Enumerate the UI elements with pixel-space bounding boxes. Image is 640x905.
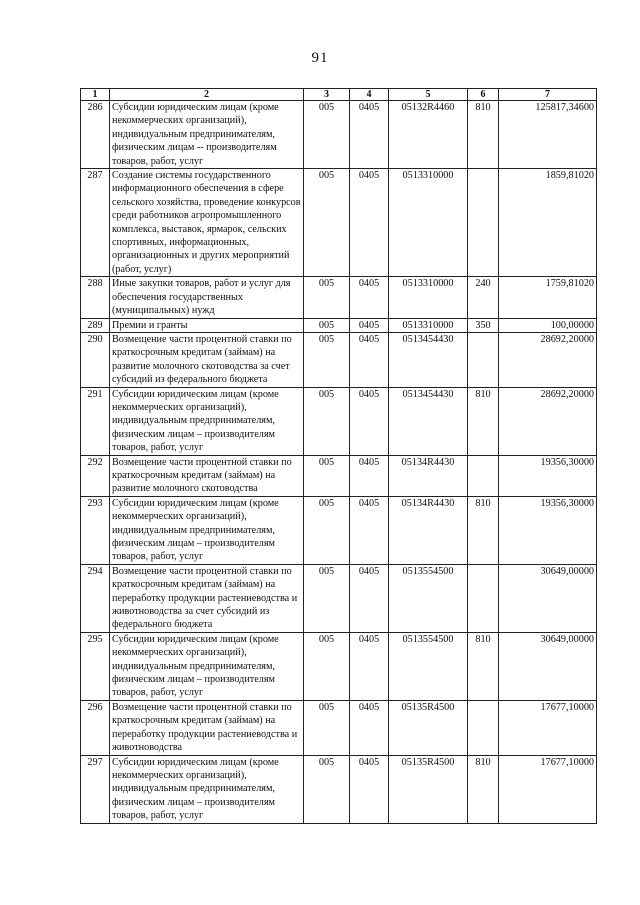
row-name: Субсидии юридическим лицам (кроме некоммерческих организаций), индивидуальным предпринимателям, физическим лицам – производителям товаров, работ, услуг (110, 755, 304, 823)
column-header: 6 (468, 89, 499, 101)
row-amount: 125817,34600 (499, 101, 597, 169)
row-code-4: 0405 (350, 332, 389, 387)
row-code-4: 0405 (350, 632, 389, 700)
row-code-3: 005 (304, 169, 350, 277)
row-amount: 17677,10000 (499, 755, 597, 823)
row-amount: 19356,30000 (499, 455, 597, 496)
column-header: 3 (304, 89, 350, 101)
row-code-3: 005 (304, 277, 350, 318)
row-amount: 28692,20000 (499, 332, 597, 387)
row-code-6 (468, 564, 499, 632)
row-code-3: 005 (304, 332, 350, 387)
row-number: 296 (81, 700, 110, 755)
row-code-3: 005 (304, 455, 350, 496)
row-code-5: 05134R4430 (389, 455, 468, 496)
row-name: Создание системы государственного информационного обеспечения в сфере сельского хозяйства, проведение конкурсов среди работников агропромышленного комплекса, выставок, ярмарок, сельских спортивных, информационных, организационных и других мероприятий (работ, услуг) (110, 169, 304, 277)
row-code-5: 05135R4500 (389, 700, 468, 755)
row-code-5: 0513310000 (389, 169, 468, 277)
row-code-6: 240 (468, 277, 499, 318)
row-code-4: 0405 (350, 277, 389, 318)
row-code-4: 0405 (350, 387, 389, 455)
row-number: 291 (81, 387, 110, 455)
row-number: 286 (81, 101, 110, 169)
column-header: 4 (350, 89, 389, 101)
table-row (81, 318, 597, 332)
row-code-4: 0405 (350, 318, 389, 332)
row-amount: 100,00000 (499, 318, 597, 332)
row-code-5: 05135R4500 (389, 755, 468, 823)
row-code-4: 0405 (350, 101, 389, 169)
row-code-5: 0513554500 (389, 564, 468, 632)
row-number: 293 (81, 496, 110, 564)
row-name: Возмещение части процентной ставки по краткосрочным кредитам (займам) на развитие молочного скотоводства (110, 455, 304, 496)
row-code-5: 0513310000 (389, 277, 468, 318)
row-code-5: 0513454430 (389, 332, 468, 387)
row-code-4: 0405 (350, 169, 389, 277)
row-code-5: 0513454430 (389, 387, 468, 455)
table-row (81, 387, 597, 455)
column-header: 1 (81, 89, 110, 101)
row-code-4: 0405 (350, 496, 389, 564)
row-number: 297 (81, 755, 110, 823)
row-code-6: 810 (468, 632, 499, 700)
table-row (81, 169, 597, 277)
row-code-4: 0405 (350, 455, 389, 496)
row-name: Возмещение части процентной ставки по краткосрочным кредитам (займам) на переработку продукции растениеводства и животноводства (110, 700, 304, 755)
row-code-6 (468, 169, 499, 277)
row-number: 289 (81, 318, 110, 332)
row-code-6: 810 (468, 755, 499, 823)
column-header: 5 (389, 89, 468, 101)
row-code-3: 005 (304, 387, 350, 455)
table-row (81, 332, 597, 387)
row-code-6: 810 (468, 387, 499, 455)
row-code-5: 0513310000 (389, 318, 468, 332)
row-code-4: 0405 (350, 700, 389, 755)
row-amount: 17677,10000 (499, 700, 597, 755)
row-code-3: 005 (304, 318, 350, 332)
row-amount: 30649,00000 (499, 564, 597, 632)
column-header: 7 (499, 89, 597, 101)
row-number: 287 (81, 169, 110, 277)
row-code-3: 005 (304, 755, 350, 823)
row-amount: 28692,20000 (499, 387, 597, 455)
row-name: Субсидии юридическим лицам (кроме некоммерческих организаций), индивидуальным предпринимателям, физическим лицам – производителям товаров, работ, услуг (110, 632, 304, 700)
row-code-3: 005 (304, 496, 350, 564)
table-header-row (81, 89, 597, 101)
row-name: Возмещение части процентной ставки по краткосрочным кредитам (займам) на переработку продукции растениеводства и животноводства за счет субсидий из федерального бюджета (110, 564, 304, 632)
table-row (81, 632, 597, 700)
column-header: 2 (110, 89, 304, 101)
row-number: 294 (81, 564, 110, 632)
row-name: Субсидии юридическим лицам (кроме некоммерческих организаций), индивидуальным предпринимателям, физическим лицам -- производителям товаров, работ, услуг (110, 101, 304, 169)
row-code-3: 005 (304, 700, 350, 755)
row-number: 290 (81, 332, 110, 387)
row-code-6: 350 (468, 318, 499, 332)
row-number: 292 (81, 455, 110, 496)
row-code-3: 005 (304, 564, 350, 632)
row-number: 295 (81, 632, 110, 700)
row-code-6: 810 (468, 496, 499, 564)
page-number: 91 (311, 50, 329, 66)
row-name: Субсидии юридическим лицам (кроме некоммерческих организаций), индивидуальным предпринимателям, физическим лицам – производителям товаров, работ, услуг (110, 496, 304, 564)
row-amount: 30649,00000 (499, 632, 597, 700)
table-row (81, 496, 597, 564)
row-amount: 1859,81020 (499, 169, 597, 277)
table-row (81, 564, 597, 632)
budget-table (80, 88, 597, 824)
row-code-3: 005 (304, 101, 350, 169)
table-row (81, 755, 597, 823)
row-code-5: 0513554500 (389, 632, 468, 700)
row-amount: 1759,81020 (499, 277, 597, 318)
row-code-3: 005 (304, 632, 350, 700)
table-row (81, 700, 597, 755)
row-code-5: 05132R4460 (389, 101, 468, 169)
table-body (81, 101, 597, 824)
row-name: Премии и гранты (110, 318, 304, 332)
table-row (81, 277, 597, 318)
row-code-6 (468, 455, 499, 496)
row-number: 288 (81, 277, 110, 318)
table-row (81, 101, 597, 169)
row-name: Иные закупки товаров, работ и услуг для обеспечения государственных (муниципальных) нужд (110, 277, 304, 318)
row-code-6: 810 (468, 101, 499, 169)
row-code-4: 0405 (350, 755, 389, 823)
row-code-5: 05134R4430 (389, 496, 468, 564)
row-code-6 (468, 700, 499, 755)
row-name: Субсидии юридическим лицам (кроме некоммерческих организаций), индивидуальным предпринимателям, физическим лицам – производителям товаров, работ, услуг (110, 387, 304, 455)
row-code-6 (468, 332, 499, 387)
row-amount: 19356,30000 (499, 496, 597, 564)
table-row (81, 455, 597, 496)
row-name: Возмещение части процентной ставки по краткосрочным кредитам (займам) на развитие молочного скотоводства за счет субсидий из федерального бюджета (110, 332, 304, 387)
row-code-4: 0405 (350, 564, 389, 632)
